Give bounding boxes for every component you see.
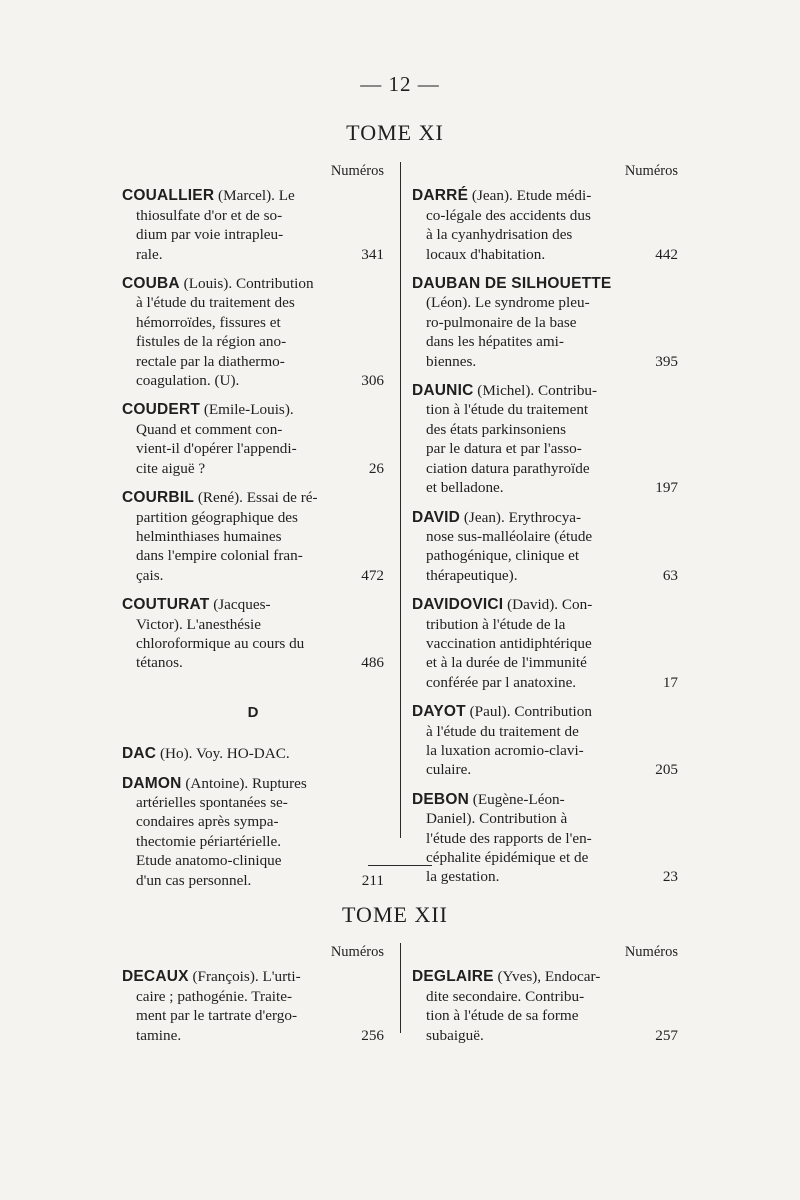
entry-line (412, 546, 678, 565)
entry-number: 17 (662, 673, 678, 691)
tome-xii-left-column (122, 943, 384, 1055)
entry-line (412, 245, 678, 264)
entry-line (412, 206, 678, 225)
entry-text: tion à l'étude du traitement (426, 401, 589, 419)
entry-line (412, 987, 678, 1006)
entry-line (412, 760, 678, 779)
entry-line (122, 615, 384, 634)
entry-text: (Michel). Contribu- (473, 382, 598, 400)
index-entry (412, 702, 678, 780)
entry-text: (René). Essai de ré- (194, 489, 318, 507)
entry-line (412, 595, 678, 614)
entry-line (412, 478, 678, 497)
author-name: DEGLAIRE (412, 968, 494, 986)
entry-line (412, 722, 678, 741)
author-name: DAYOT (412, 703, 466, 721)
entry-text: des états parkinsoniens (426, 420, 567, 438)
entry-line (122, 546, 384, 565)
entry-text: chloroformique au cours du (136, 634, 305, 652)
entry-text: ro-pulmonaire de la base (426, 313, 577, 331)
entry-line (412, 293, 678, 312)
entry-text: co-légale des accidents dus (426, 206, 591, 224)
entry-text: (Eugène-Léon- (468, 790, 565, 808)
entry-text: artérielles spontanées se- (136, 793, 288, 811)
entry-text: par le datura et par l'asso- (426, 440, 582, 458)
entry-heading (122, 488, 318, 507)
entry-heading (412, 274, 611, 293)
entry-line (122, 653, 384, 672)
entry-number: 442 (655, 245, 678, 263)
entry-line (412, 400, 678, 419)
entry-heading (122, 744, 290, 763)
entry-text: biennes. (426, 352, 477, 370)
entry-line (412, 653, 678, 672)
author-name: DECAUX (122, 968, 189, 986)
entry-text: (Jean). Erythrocya- (460, 508, 582, 526)
entry-text: l'étude des rapports de l'en- (426, 829, 592, 847)
entry-text: dans l'empire colonial fran- (136, 547, 303, 565)
entry-line (122, 245, 384, 264)
entry-number: 486 (361, 654, 384, 672)
entry-line (412, 225, 678, 244)
entry-text: (Antoine). Ruptures (181, 774, 307, 792)
entry-line (122, 332, 384, 351)
entry-number: 197 (655, 479, 678, 497)
entry-list (412, 967, 678, 1045)
index-entry (412, 274, 678, 371)
entry-text: dium par voie intrapleu- (136, 226, 284, 244)
entry-text: fistules de la région ano- (136, 333, 287, 351)
index-entry (412, 595, 678, 692)
entry-text: thérapeutique). (426, 566, 518, 584)
entry-line (412, 848, 678, 867)
entry-number: 256 (361, 1026, 384, 1044)
entry-text: tétanos. (136, 654, 183, 672)
entry-line (412, 615, 678, 634)
entry-line (122, 400, 384, 419)
entry-text: (Paul). Contribution (465, 703, 592, 721)
index-entry (412, 508, 678, 586)
entry-heading (412, 381, 597, 400)
entry-line (122, 1026, 384, 1045)
entry-list (412, 186, 678, 886)
entry-text: la gestation. (426, 868, 500, 886)
entry-text: Daniel). Contribution à (426, 810, 568, 828)
entry-line (122, 352, 384, 371)
author-name: DARRÉ (412, 187, 469, 205)
entry-line (412, 790, 678, 809)
entry-text: et belladone. (426, 479, 504, 497)
entry-line (122, 634, 384, 653)
entry-text: céphalite épidémique et de (426, 849, 589, 866)
entry-text: dite secondaire. Contribu- (426, 987, 585, 1005)
index-entry (122, 488, 384, 585)
entry-number: 211 (361, 871, 384, 889)
entry-text: vient-il d'opérer l'appendi- (136, 440, 297, 458)
index-entry (122, 186, 384, 264)
index-entry (122, 967, 384, 1045)
entry-number: 472 (361, 566, 384, 584)
entry-heading (122, 967, 301, 986)
entry-text: à la cyanhydrisation des (426, 226, 573, 244)
tome-xii-right-column (412, 943, 678, 1055)
entry-text: tribution à l'étude de la (426, 615, 566, 633)
entry-text: (Yves), Endocar- (493, 968, 601, 986)
entry-text: (Ho). Voy. HO-DAC. (156, 745, 290, 763)
entry-text: (Marcel). Le (214, 187, 295, 205)
entry-heading (412, 186, 591, 205)
author-name: COUDERT (122, 401, 201, 419)
entry-text: hémorroïdes, fissures et (136, 313, 281, 331)
entry-line (122, 987, 384, 1006)
entry-text: (Louis). Contribution (179, 275, 314, 293)
entry-text: subaiguë. (426, 1026, 484, 1044)
entry-text: rale. (136, 245, 163, 263)
index-entry (122, 774, 384, 890)
author-name: COUBA (122, 275, 180, 293)
entry-heading (122, 774, 307, 793)
entry-line (412, 381, 678, 400)
entry-line (122, 459, 384, 478)
entry-text: dans les hépatites ami- (426, 333, 564, 351)
entry-text: ciation datura parathyroïde (426, 459, 590, 477)
column-divider (400, 943, 401, 1033)
entry-line (412, 967, 678, 986)
entry-text: thectomie périartérielle. (136, 832, 282, 850)
entry-line (412, 274, 678, 293)
entry-heading (412, 595, 592, 614)
author-name: DAVIDOVICI (412, 596, 504, 614)
index-entry (122, 744, 384, 763)
entry-list (122, 186, 384, 672)
entry-heading (412, 702, 592, 721)
entry-line (412, 867, 678, 886)
entry-number: 257 (655, 1026, 678, 1044)
entry-line (122, 439, 384, 458)
index-entry (412, 186, 678, 264)
tome-xii-title: TOME XII (342, 902, 448, 927)
entry-text: Victor). L'anesthésie (136, 615, 261, 633)
numeros-label: Numéros (330, 944, 384, 960)
entry-line (412, 1006, 678, 1025)
entry-line (412, 527, 678, 546)
entry-line (412, 809, 678, 828)
tome-xi-title: TOME XI (346, 120, 444, 145)
author-name: DEBON (412, 790, 469, 808)
entry-number: 306 (361, 372, 384, 390)
entry-line (412, 741, 678, 760)
entry-line (122, 1006, 384, 1025)
entry-line (122, 832, 384, 851)
entry-text: d'un cas personnel. (136, 871, 252, 889)
entry-heading (122, 595, 271, 614)
entry-text: caire ; pathogénie. Traite- (136, 987, 293, 1005)
entry-line (122, 812, 384, 831)
entry-heading (122, 400, 294, 419)
entry-line (122, 595, 384, 614)
entry-text: condaires après sympa- (136, 813, 279, 831)
entry-text: (David). Con- (503, 596, 593, 614)
entry-text: (François). L'urti- (188, 968, 301, 986)
section-separator (368, 865, 432, 866)
entry-text: (Jean). Etude médi- (468, 187, 592, 205)
entry-line (412, 1026, 678, 1045)
entry-line (122, 420, 384, 439)
entry-line (122, 274, 384, 293)
author-name: COUTURAT (122, 596, 210, 614)
entry-number: 63 (662, 566, 678, 584)
author-name: DAUNIC (412, 382, 474, 400)
entry-line (412, 459, 678, 478)
entry-line (412, 634, 678, 653)
entry-text: et à la durée de l'immunité (426, 654, 587, 672)
entry-line (122, 313, 384, 332)
entry-number: 23 (662, 868, 678, 886)
entry-line (122, 774, 384, 793)
tome-xi-right-column (412, 162, 678, 897)
entry-heading (412, 508, 581, 527)
author-name: DAVID (412, 508, 461, 526)
entry-line (412, 439, 678, 458)
entry-text: tion à l'étude de sa forme (426, 1007, 579, 1025)
author-name: DAMON (122, 774, 182, 792)
entry-number: 26 (368, 459, 384, 477)
entry-text: coagulation. (U). (136, 372, 240, 390)
entry-heading (122, 186, 295, 205)
entry-text: rectale par la diathermo- (136, 352, 285, 370)
entry-text: nose sus-malléolaire (étude (426, 527, 593, 545)
entry-line (122, 293, 384, 312)
entry-heading (412, 967, 600, 986)
entry-text: à l'étude du traitement de (426, 722, 579, 740)
entry-number: 205 (655, 761, 678, 779)
page-number: — 12 — (360, 72, 440, 96)
entry-line (412, 829, 678, 848)
entry-line (122, 371, 384, 390)
author-name: COURBIL (122, 489, 195, 507)
entry-line (122, 566, 384, 585)
entry-line (122, 967, 384, 986)
entry-text: Etude anatomo-clinique (136, 852, 282, 870)
entry-line (122, 508, 384, 527)
entry-line (122, 744, 384, 763)
index-entry (412, 381, 678, 497)
numeros-label: Numéros (624, 163, 678, 179)
entry-text: partition géographique des (136, 508, 298, 526)
entry-text: Quand et comment con- (136, 420, 283, 438)
tome-xi-left-column (122, 162, 384, 900)
entry-text: ment par le tartrate d'ergo- (136, 1007, 298, 1025)
entry-line (412, 702, 678, 721)
entry-text: çais. (136, 566, 164, 584)
author-name: DAC (122, 745, 157, 763)
letter-heading: D (247, 703, 259, 721)
index-entry (122, 595, 384, 673)
entry-text: cite aiguë ? (136, 459, 206, 477)
entry-line (412, 332, 678, 351)
entry-line (122, 488, 384, 507)
entry-text: helminthiases humaines (136, 527, 282, 545)
entry-line (122, 225, 384, 244)
entry-line (122, 527, 384, 546)
index-entry (412, 790, 678, 887)
entry-text: conférée par l anatoxine. (426, 673, 577, 691)
entry-text: la luxation acromio-clavi- (426, 741, 584, 759)
index-entry (122, 400, 384, 478)
entry-text: culaire. (426, 761, 472, 779)
entry-list (122, 967, 384, 1045)
entry-text: (Léon). Le syndrome pleu- (426, 294, 590, 312)
entry-line (122, 186, 384, 205)
author-name: COUALLIER (122, 187, 215, 205)
column-divider (400, 162, 401, 838)
entry-text: locaux d'habitation. (426, 245, 546, 263)
entry-text: tamine. (136, 1026, 182, 1044)
numeros-label: Numéros (624, 944, 678, 960)
entry-text: (Jacques- (209, 596, 271, 614)
index-entry (412, 967, 678, 1045)
entry-line (412, 566, 678, 585)
entry-line (122, 206, 384, 225)
entry-text: à l'étude du traitement des (136, 294, 295, 312)
entry-line (412, 508, 678, 527)
entry-heading (412, 790, 565, 809)
entry-text: pathogénique, clinique et (426, 547, 580, 565)
entry-number: 395 (655, 352, 678, 370)
numeros-label: Numéros (330, 163, 384, 179)
entry-text: vaccination antidiphtérique (426, 634, 592, 652)
entry-line (412, 186, 678, 205)
author-name: DAUBAN DE SILHOUETTE (412, 275, 612, 293)
entry-line (412, 420, 678, 439)
entry-list (122, 744, 384, 890)
entry-text: thiosulfate d'or et de so- (136, 206, 283, 224)
entry-heading (122, 274, 314, 293)
entry-number: 341 (361, 245, 384, 263)
entry-line (412, 352, 678, 371)
entry-line (412, 673, 678, 692)
entry-text: (Emile-Louis). (200, 401, 294, 419)
entry-line (122, 851, 384, 870)
entry-line (122, 793, 384, 812)
entry-line (122, 871, 384, 890)
index-entry (122, 274, 384, 390)
entry-line (412, 313, 678, 332)
